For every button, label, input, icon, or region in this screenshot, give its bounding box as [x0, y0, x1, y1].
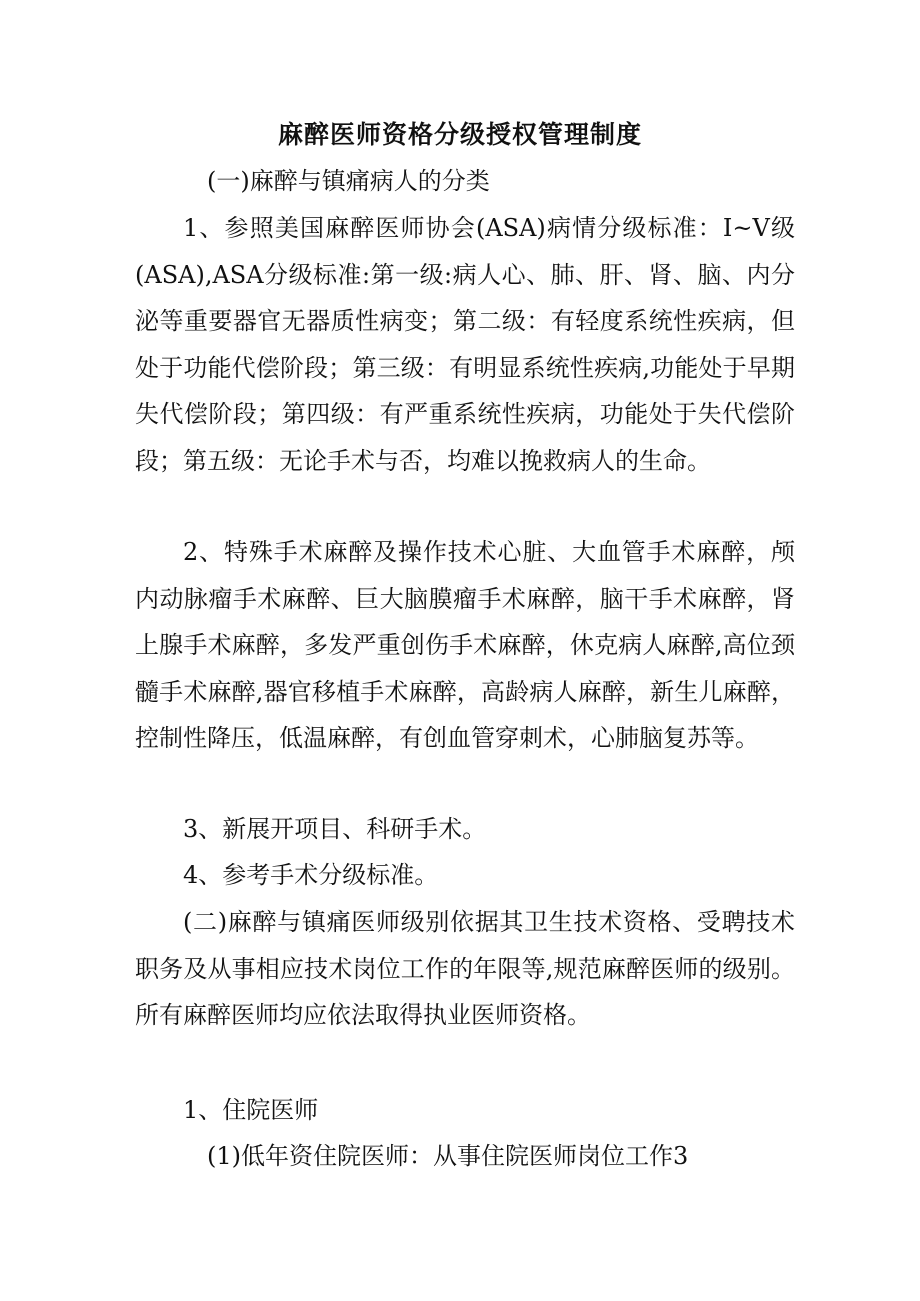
- document-title: 麻醉医师资格分级授权管理制度: [277, 120, 642, 149]
- section2-paragraph: (二)麻醉与镇痛医师级别依据其卫生技术资格、受聘技术职务及从事相应技术岗位工作的年限等,规范麻醉医师的级别。所有麻醉医师均应依法取得执业医师资格。: [135, 908, 795, 1029]
- item3-paragraph: 3、新展开项目、科研手术。: [183, 815, 487, 843]
- item1-paragraph: 1、参照美国麻醉医师协会(ASA)病情分级标准：I~V级(ASA),ASA分级标准:第一级:病人心、肺、肝、肾、脑、内分泌等重要器官无器质性病变；第二级：有轻度系统性疾病，但处于功能代偿阶段；第三级：有明显系统性疾病,功能处于早期失代偿阶段；第四级：有严重系统性疾病，功能处于失代偿阶段；第五级：无论手术与否，均难以挽救病人的生命。: [135, 214, 795, 475]
- sub1-item1-paragraph: (1)低年资住院医师：从事住院医师岗位工作3: [207, 1142, 689, 1170]
- item2-paragraph: 2、特殊手术麻醉及操作技术心脏、大血管手术麻醉，颅内动脉瘤手术麻醉、巨大脑膜瘤手术麻醉，脑干手术麻醉，肾上腺手术麻醉，多发严重创伤手术麻醉，休克病人麻醉,高位颈髓手术麻醉,器官移植手术麻醉，高龄病人麻醉，新生儿麻醉，控制性降压，低温麻醉，有创血管穿刺术，心肺脑复苏等。: [135, 538, 795, 752]
- section1-heading: (一)麻醉与镇痛病人的分类: [207, 167, 490, 195]
- item4-paragraph: 4、参考手术分级标准。: [183, 861, 439, 889]
- sub1-heading: 1、住院医师: [183, 1096, 319, 1124]
